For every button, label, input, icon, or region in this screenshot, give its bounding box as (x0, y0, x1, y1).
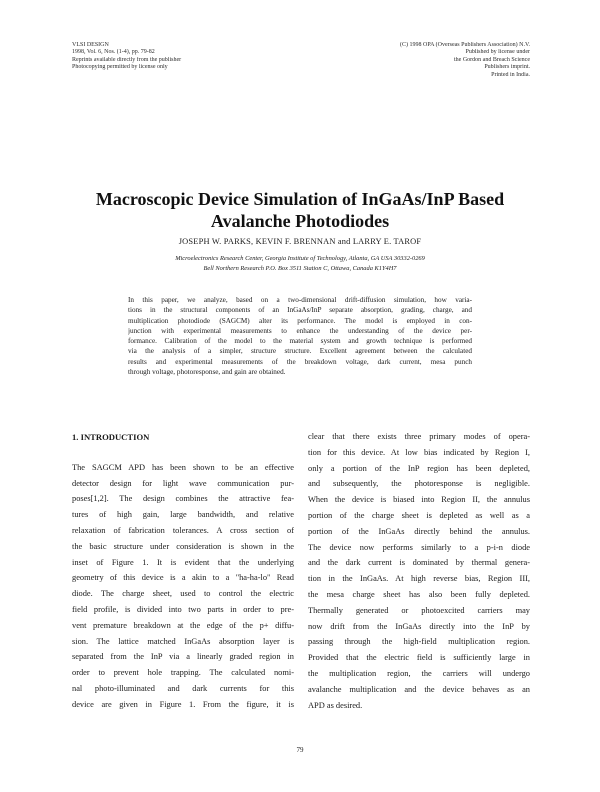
body-line: tion in the InGaAs. At high reverse bias, Region III, (308, 574, 530, 584)
body-line: device are given in Figure 1. From the figure, it is (72, 699, 294, 709)
body-line: diode. The charge sheet, used to control the electric (72, 589, 294, 599)
body-line: the basic structure under consideration is shown in the (72, 541, 294, 551)
license-line: Published by license under (465, 49, 530, 56)
paper-title (60, 188, 540, 232)
journal-name: VLSI DESIGN (72, 42, 109, 48)
abstract-line: via the analysis of a simpler, structure structure. Excellent agreement between the calculated (128, 347, 472, 356)
affiliations (90, 254, 510, 274)
body-line: the mesa charge sheet has also been fully depleted. (308, 589, 530, 599)
body-line: The SAGCM APD has been shown to be an effective (72, 462, 294, 472)
body-line: poses[1,2]. The design combines the attractive fea- (72, 494, 294, 504)
abstract-line: results and experimental measurements of the breakdown voltage, dark current, mesa punch (128, 357, 472, 366)
affiliation-line: Bell Northern Research P.O. Box 3511 Station C, Ottawa, Canada K1Y4H7 (203, 264, 397, 272)
abstract (128, 295, 472, 377)
body-line: passing through the high-field multiplication region. (308, 637, 530, 647)
body-line: inset of Figure 1. It is evident that the underlying (72, 557, 294, 567)
copyright-line: (C) 1998 OPA (Overseas Publishers Association) N.V. (400, 42, 530, 48)
abstract-line: tions in the structural components of an InGaAs/InP separate absorption, grading, charge, and (128, 306, 472, 315)
journal-volume: 1998, Vol. 6, Nos. (1-4), pp. 79-82 (72, 49, 155, 56)
body-line: tures of high gain, large bandwidth, and relative (72, 510, 294, 520)
body-line: APD as desired. (308, 700, 363, 710)
imprint-line: Publishers imprint. (484, 64, 530, 71)
body-line: only a portion of the InP region has been depleted, (308, 463, 530, 473)
abstract-line: In this paper, we analyze, based on a two-dimensional drift-diffusion simulation, how varia- (128, 296, 472, 304)
body-line: The device now performs similarly to a p-i-n diode (308, 542, 530, 552)
body-line: Provided that the electric field is sufficiently large in (308, 653, 530, 663)
author-list: JOSEPH W. PARKS, KEVIN F. BRENNAN and LARRY E. TAROF (178, 237, 422, 246)
body-line: and the dark current is dominated by thermal genera- (308, 558, 530, 568)
body-line: clear that there exists three primary modes of opera- (308, 432, 530, 441)
publisher-line: the Gordon and Breach Science (454, 56, 530, 63)
left-column (72, 430, 294, 713)
body-line: and subsequently, the photoresponse is negligible. (308, 479, 530, 489)
journal-header-right (384, 42, 530, 79)
right-column (308, 429, 530, 713)
body-line: relaxation of fabrication tolerances. A cross section of (72, 525, 294, 535)
body-line: field profile, is divided into two parts in order to pre- (72, 604, 294, 614)
body-line: When the device is biased into Region II, the annulus (308, 495, 530, 505)
abstract-line: junction with experimental measurements to enhance the understanding of the device per- (128, 326, 472, 335)
printed-line: Printed in India. (491, 71, 530, 78)
abstract-line: multiplication photodiode (SAGCM) alter its performance. The model is employed in con- (128, 316, 472, 325)
title-line: Avalanche Photodiodes (210, 211, 390, 231)
body-line: order to prevent hole trapping. The calculated nomi- (72, 668, 294, 678)
body-line: avalanche multiplication and the device behaves as an (308, 684, 530, 694)
photocopy-note: Photocopying permitted by license only (72, 64, 168, 71)
section-heading: 1. INTRODUCTION (72, 432, 150, 442)
reprint-note: Reprints available directly from the publisher (72, 56, 182, 63)
page-number: 79 (296, 746, 304, 754)
title-line: Macroscopic Device Simulation of InGaAs/InP Based (95, 189, 505, 209)
body-line: portion of the charge sheet is depleted as well as a (308, 510, 530, 520)
body-line: vent premature breakdown at the edge of the p+ diffu- (72, 620, 294, 630)
body-line: separated from the InP via a linearly graded region in (72, 652, 294, 662)
abstract-line: formance. Calibration of the model to the material system and growth technique is performed (128, 337, 472, 346)
body-line: geometry of this device is a akin to a "ha-ha-lo" Read (72, 573, 294, 583)
body-line: portion of the InGaAs directly behind the annulus. (308, 526, 530, 536)
body-line: now drift from the InGaAs directly into the InP by (308, 621, 530, 631)
body-line: the multiplication region, the carriers will undergo (308, 668, 530, 678)
body-line: Thermally generated or photoexcited carriers may (308, 605, 530, 615)
abstract-line: through voltage, photoresponse, and gain are obtained. (128, 368, 286, 377)
journal-header-left (72, 42, 222, 72)
body-line: sion. The lattice matched InGaAs absorption layer is (72, 636, 294, 646)
body-line: tion for this device. At low bias indicated by Region I, (308, 447, 530, 457)
affiliation-line: Microelectronics Research Center, Georgia Institute of Technology, Atlanta, GA USA 30332-0269 (175, 255, 425, 262)
body-line: detector design for light wave communication pur- (72, 478, 294, 488)
body-line: nal photo-illuminated and dark currents for this (72, 683, 294, 693)
